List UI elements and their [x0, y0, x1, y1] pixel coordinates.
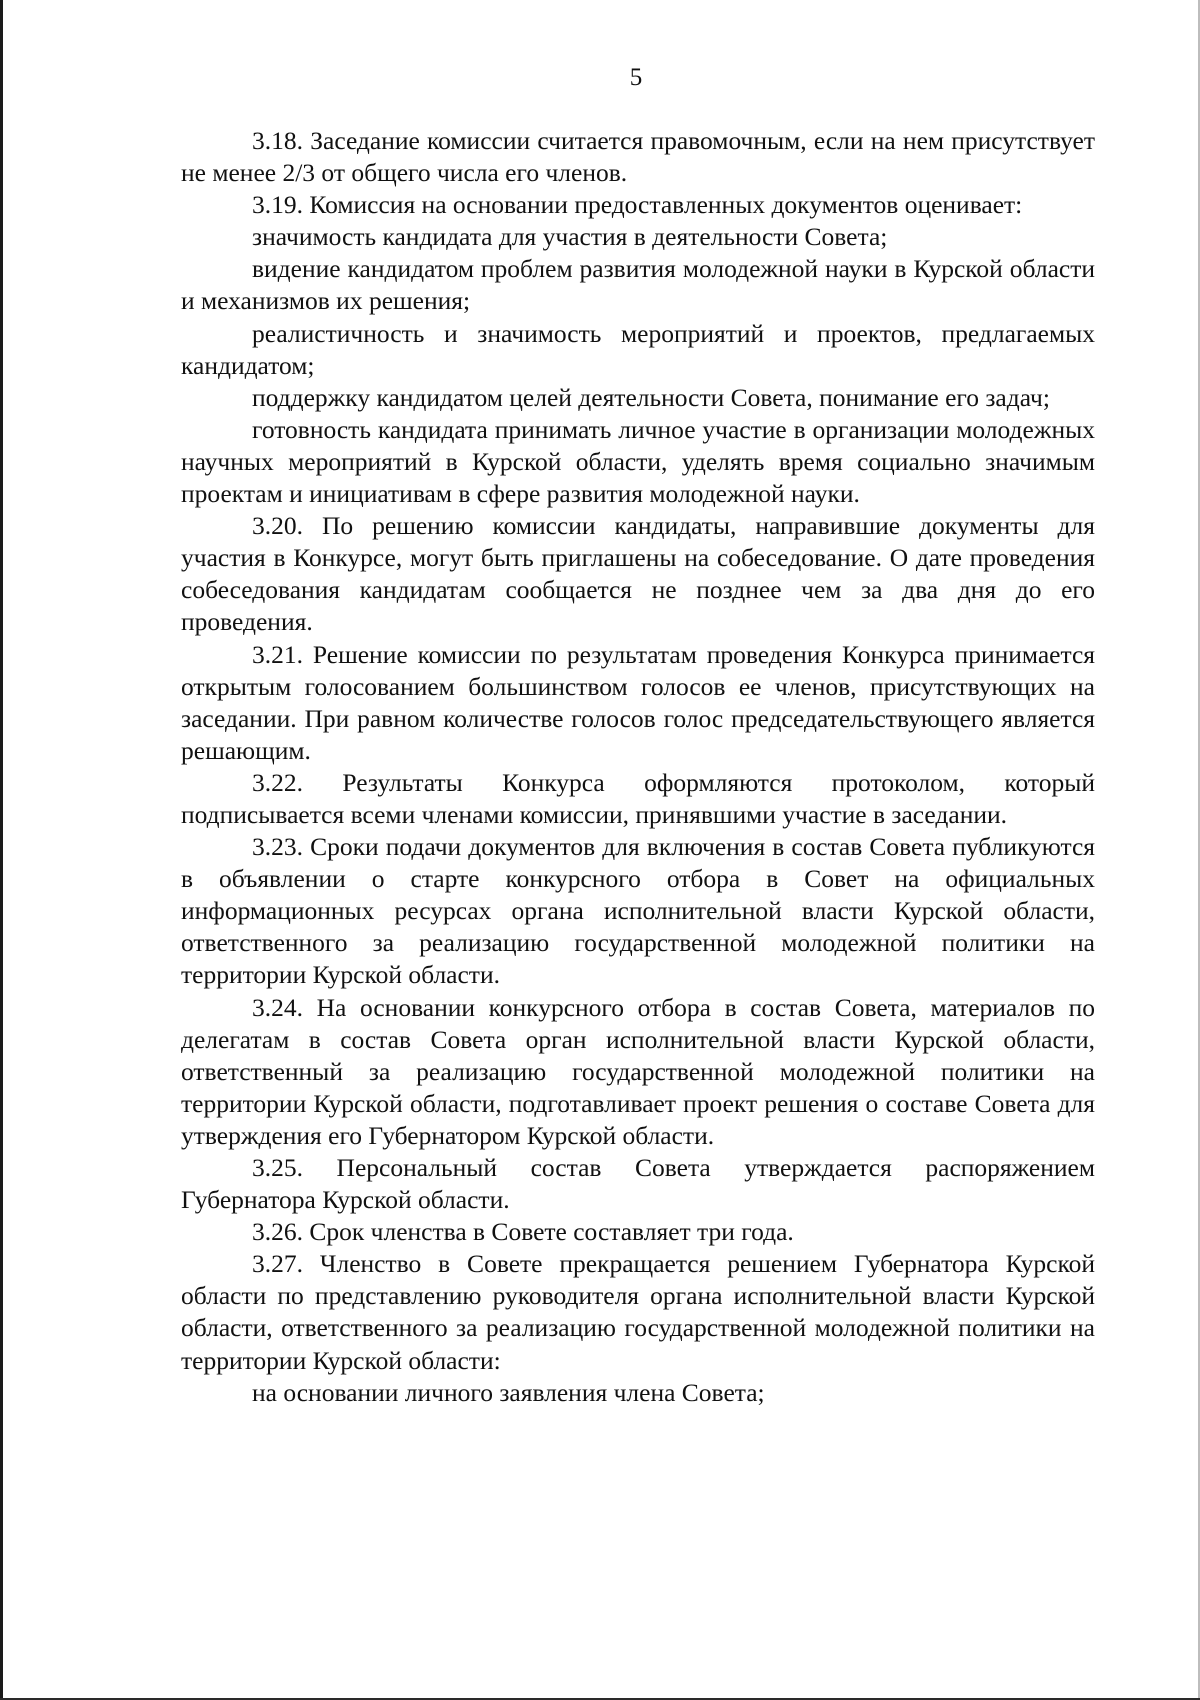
paragraph-3-23: 3.23. Сроки подачи документов для включения в состав Совета публикуются в объявлении о старте конкурсного отбора в Совет на официальных информационных ресурсах органа исполнительной власти Курской области, ответственного за реализацию государственной молодежной политики на территории Курской области. — [181, 832, 1095, 990]
paragraph-3-27: 3.27. Членство в Совете прекращается решением Губернатора Курской области по представлению руководителя органа исполнительной власти Курской области, ответственного за реализацию государственной молодежной политики на территории Курской области: — [181, 1249, 1095, 1375]
paragraph-3-22: 3.22. Результаты Конкурса оформляются протоколом, который подписывается всеми членами комиссии, принявшими участие в заседании. — [181, 767, 1095, 829]
paragraph-3-24: 3.24. На основании конкурсного отбора в состав Совета, материалов по делегатам в состав Совета орган исполнительной власти Курской области, ответственный за реализацию государственной молодежной политики на территории Курской области, подготавливает проект решения о составе Совета для утверждения его Губернатором Курской области. — [181, 992, 1095, 1150]
paragraph-3-26: 3.26. Срок членства в Совете составляет три года. — [252, 1217, 794, 1247]
criteria-item-significance: значимость кандидата для участия в деятельности Совета; — [252, 222, 888, 252]
criteria-item-support: поддержку кандидатом целей деятельности Совета, понимание его задач; — [252, 382, 1050, 412]
criteria-item-vision: видение кандидатом проблем развития молодежной науки в Курской области и механизмов их решения; — [181, 254, 1095, 316]
document-body — [181, 125, 1095, 1409]
criteria-item-readiness: готовность кандидата принимать личное участие в организации молодежных научных мероприятий в Курской области, уделять время социально значимым проектам и инициативам в сфере развития молодежной науки. — [181, 414, 1095, 509]
termination-item-personal-request: на основании личного заявления члена Совета; — [252, 1377, 765, 1407]
scan-edge-left — [0, 0, 3, 1700]
paragraph-3-21: 3.21. Решение комиссии по результатам проведения Конкурса принимается открытым голосованием большинством голосов ее членов, присутствующих на заседании. При равном количестве голосов голос председательствующего является решающим. — [181, 639, 1095, 765]
paragraph-3-19: 3.19. Комиссия на основании предоставленных документов оценивает: — [252, 190, 1023, 220]
paragraph-3-18: 3.18. Заседание комиссии считается правомочным, если на нем присутствует не менее 2/3 от общего числа его членов. — [181, 126, 1095, 188]
page-number: 5 — [629, 64, 643, 91]
paragraph-3-20: 3.20. По решению комиссии кандидаты, направившие документы для участия в Конкурсе, могут быть приглашены на собеседование. О дате проведения собеседования кандидатам сообщается не позднее чем за два дня до его проведения. — [181, 511, 1095, 637]
paragraph-3-25: 3.25. Персональный состав Совета утверждается распоряжением Губернатора Курской области. — [181, 1153, 1095, 1215]
criteria-item-realism: реалистичность и значимость мероприятий и проектов, предлагаемых кандидатом; — [181, 318, 1095, 380]
